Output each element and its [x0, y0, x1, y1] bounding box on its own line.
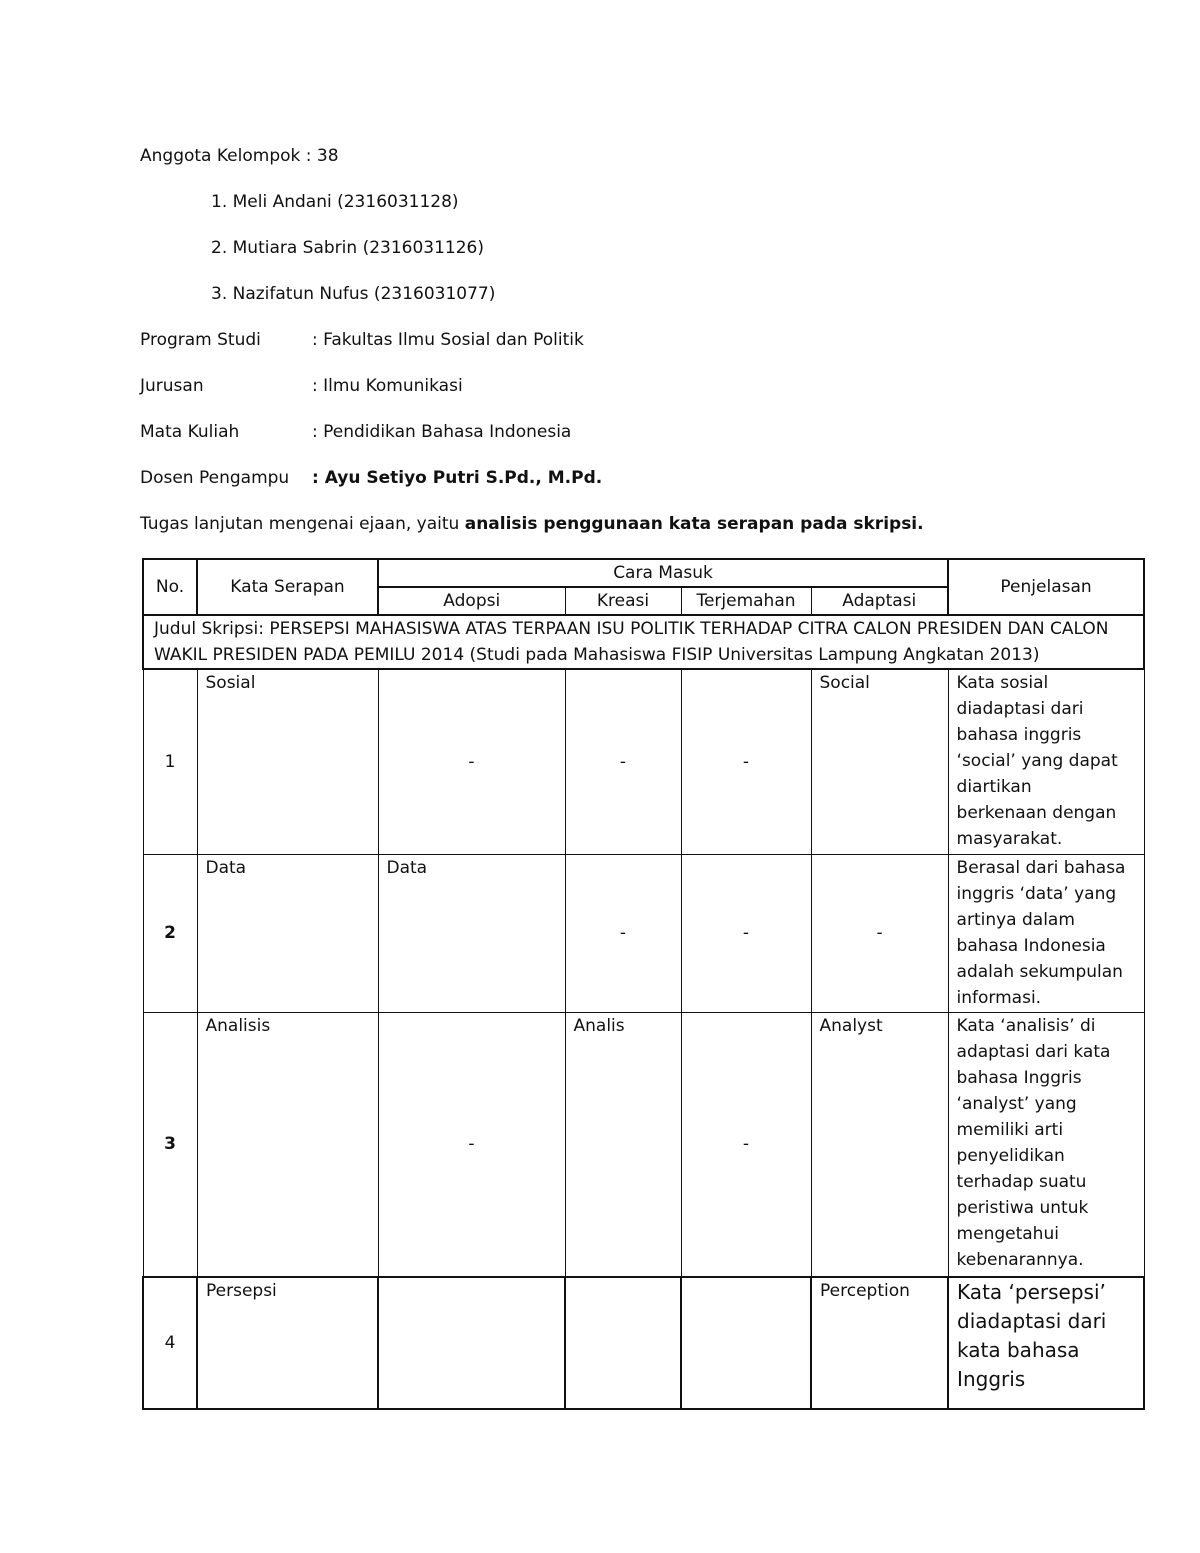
- row-no: 2: [143, 854, 197, 1012]
- field-dosen: [0, 468, 1200, 492]
- row-kreasi: -: [565, 854, 681, 1012]
- row-terjemahan: -: [681, 669, 811, 854]
- field-program: [0, 330, 1200, 354]
- field-value: : Ayu Setiyo Putri S.Pd., M.Pd.: [312, 468, 603, 488]
- row-kreasi: -: [565, 669, 681, 854]
- task-prefix: Tugas lanjutan mengenai ejaan, yaitu: [140, 514, 465, 534]
- task-bold: analisis penggunaan kata serapan pada skripsi.: [464, 514, 924, 534]
- row-terjemahan: -: [681, 1012, 811, 1277]
- desc-line: memiliki arti: [956, 1119, 1064, 1140]
- desc-line: berkenaan dengan: [956, 803, 1117, 823]
- row-adaptasi: Perception: [811, 1277, 948, 1409]
- desc-line: adalah sekumpulan: [956, 961, 1123, 982]
- desc-line: ‘analyst’ yang: [956, 1093, 1077, 1114]
- col-header-cara-masuk: Cara Masuk: [378, 559, 948, 587]
- thesis-title-line: Judul Skripsi: PERSEPSI MAHASISWA ATAS TERPAAN ISU POLITIK TERHADAP CITRA CALON PRESIDEN DAN CALON: [154, 619, 1109, 639]
- row-adopsi: [378, 1277, 565, 1409]
- row-desc: [948, 1277, 1144, 1409]
- desc-line: peristiwa untuk: [956, 1197, 1089, 1218]
- row-adaptasi: -: [811, 854, 948, 1012]
- row-kreasi: Analis: [565, 1012, 681, 1277]
- col-header-terjemahan: Terjemahan: [681, 587, 811, 615]
- desc-line: Berasal dari bahasa: [956, 857, 1126, 878]
- col-header-adaptasi: Adaptasi: [811, 587, 948, 615]
- desc-line: diadaptasi dari: [956, 699, 1084, 719]
- col-header-no: No.: [143, 559, 197, 615]
- row-desc: [948, 854, 1144, 1012]
- member-item: 2. Mutiara Sabrin (2316031126): [211, 238, 484, 258]
- row-word: Persepsi: [197, 1277, 378, 1409]
- row-word: Data: [197, 854, 378, 1012]
- task-description: [140, 514, 924, 534]
- desc-line: Kata sosial: [956, 673, 1049, 693]
- row-word: Analisis: [197, 1012, 378, 1277]
- row-desc: [948, 1012, 1144, 1277]
- desc-line: Inggris: [957, 1367, 1026, 1391]
- row-adaptasi: Social: [811, 669, 948, 854]
- row-kreasi: [565, 1277, 681, 1409]
- desc-line: bahasa Indonesia: [956, 935, 1106, 956]
- col-header-kreasi: Kreasi: [565, 587, 681, 615]
- desc-line: adaptasi dari kata: [956, 1041, 1111, 1062]
- row-no: 1: [143, 669, 197, 854]
- desc-line: masyarakat.: [956, 829, 1063, 849]
- row-no: 3: [143, 1012, 197, 1277]
- desc-line: diartikan: [956, 777, 1032, 797]
- field-mata-kuliah: [0, 422, 1200, 446]
- thesis-title-row: [143, 615, 1144, 669]
- field-value: : Pendidikan Bahasa Indonesia: [312, 422, 572, 442]
- row-terjemahan: -: [681, 854, 811, 1012]
- desc-line: Kata ‘analisis’ di: [956, 1015, 1096, 1036]
- field-label: Dosen Pengampu: [140, 468, 290, 488]
- table-row: [143, 854, 1144, 1012]
- table-row: [143, 1012, 1144, 1277]
- field-value: : Ilmu Komunikasi: [312, 376, 463, 396]
- row-word: Sosial: [197, 669, 378, 854]
- member-item: 3. Nazifatun Nufus (2316031077): [211, 284, 496, 304]
- row-no: 4: [143, 1277, 197, 1409]
- desc-line: kebenarannya.: [956, 1249, 1084, 1270]
- col-header-word: Kata Serapan: [197, 559, 378, 615]
- table-row: [143, 669, 1144, 854]
- thesis-title-line: WAKIL PRESIDEN PADA PEMILU 2014 (Studi pada Mahasiswa FISIP Universitas Lampung Angkatan 2013): [154, 645, 1040, 665]
- field-value: : Fakultas Ilmu Sosial dan Politik: [312, 330, 584, 350]
- field-label: Jurusan: [140, 376, 204, 396]
- desc-line: bahasa Inggris: [956, 1067, 1082, 1088]
- desc-line: kata bahasa: [957, 1338, 1080, 1362]
- row-terjemahan: [681, 1277, 811, 1409]
- desc-line: mengetahui: [956, 1223, 1059, 1244]
- desc-line: ‘social’ yang dapat: [956, 751, 1118, 771]
- row-adopsi: Data: [378, 854, 565, 1012]
- desc-line: informasi.: [956, 987, 1042, 1008]
- desc-line: penyelidikan: [956, 1145, 1065, 1166]
- desc-line: terhadap suatu: [956, 1171, 1087, 1192]
- col-header-desc: Penjelasan: [948, 559, 1144, 615]
- member-item: 1. Meli Andani (2316031128): [211, 192, 459, 212]
- field-jurusan: [0, 376, 1200, 400]
- desc-line: Kata ‘persepsi’: [957, 1280, 1106, 1304]
- row-adopsi: -: [378, 669, 565, 854]
- desc-line: inggris ‘data’ yang: [956, 883, 1117, 904]
- table-row: [143, 1277, 1144, 1409]
- thesis-title-cell: [143, 615, 1144, 669]
- row-adopsi: -: [378, 1012, 565, 1277]
- group-label: Anggota Kelompok : 38: [140, 146, 339, 166]
- field-label: Mata Kuliah: [140, 422, 240, 442]
- row-adaptasi: Analyst: [811, 1012, 948, 1277]
- desc-line: artinya dalam: [956, 909, 1075, 930]
- field-label: Program Studi: [140, 330, 261, 350]
- col-header-adopsi: Adopsi: [378, 587, 565, 615]
- analysis-table: [142, 558, 1145, 1410]
- row-desc: [948, 669, 1144, 854]
- desc-line: bahasa inggris: [956, 725, 1082, 745]
- desc-line: diadaptasi dari: [957, 1309, 1107, 1333]
